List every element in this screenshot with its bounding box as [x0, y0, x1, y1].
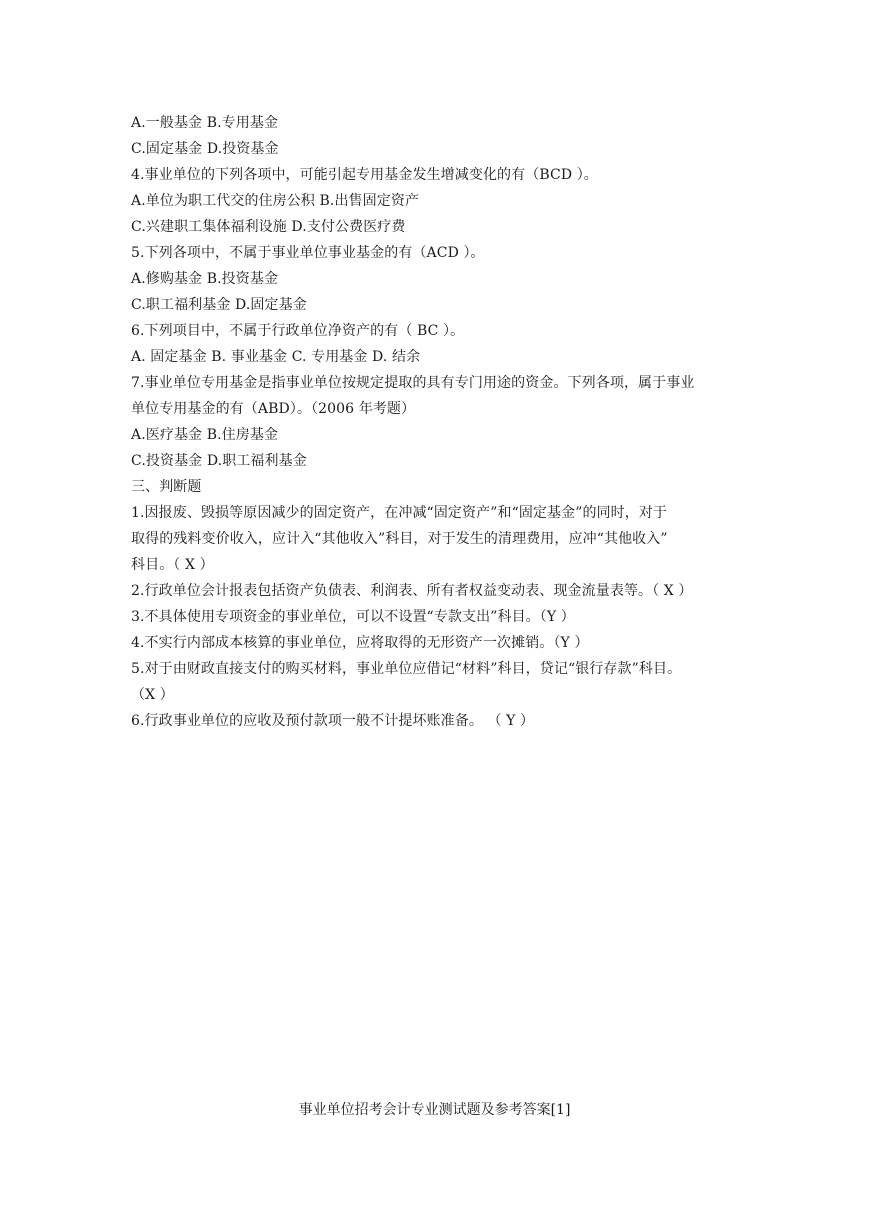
text-line: 单位专用基金的有（ABD）。（2006 年考题）	[131, 401, 416, 417]
text-line: A.单位为职工代交的住房公积 B.出售固定资产	[131, 193, 420, 209]
judgment-5: 5.对于由财政直接支付的购买材料，事业单位应借记“材料”科目，贷记“银行存款”科目。	[131, 661, 682, 677]
text-line: （X ）	[131, 687, 174, 703]
judgment-1: 1.因报废、毁损等原因减少的固定资产，在冲减“固定资产”和“固定基金”的同时，对于	[131, 505, 668, 521]
document-body	[131, 110, 746, 734]
judgment-2: 2.行政单位会计报表包括资产负债表、利润表、所有者权益变动表、现金流量表等。（ X ）	[131, 583, 693, 599]
page-footer: 事业单位招考会计专业测试题及参考答案[1]	[298, 1102, 571, 1118]
question-7: 7.事业单位专用基金是指事业单位按规定提取的具有专门用途的资金。下列各项，属于事业	[131, 375, 695, 391]
text-line: C.职工福利基金 D.固定基金	[131, 297, 307, 313]
judgment-4: 4.不实行内部成本核算的事业单位，应将取得的无形资产一次摊销。（Y ）	[131, 635, 589, 651]
judgment-3: 3.不具体使用专项资金的事业单位，可以不设置“专款支出”科目。（Y ）	[131, 609, 575, 625]
text-line: C.兴建职工集体福利设施 D.支付公费医疗费	[131, 219, 406, 235]
text-line: C.投资基金 D.职工福利基金	[131, 453, 307, 469]
text-line: A.一般基金 B.专用基金	[131, 115, 279, 131]
text-line: C.固定基金 D.投资基金	[131, 141, 279, 157]
question-4: 4.事业单位的下列各项中，可能引起专用基金发生增减变化的有（BCD ）。	[131, 167, 598, 183]
question-5: 5.下列各项中，不属于事业单位事业基金的有（ACD ）。	[131, 245, 485, 261]
text-line: A. 固定基金 B. 事业基金 C. 专用基金 D. 结余	[131, 349, 421, 365]
judgment-6: 6.行政事业单位的应收及预付款项一般不计提坏账准备。 （ Y ）	[131, 713, 535, 729]
text-line: A.医疗基金 B.住房基金	[131, 427, 279, 443]
text-line: 科目。（ X ）	[131, 557, 214, 573]
text-line: 取得的残料变价收入，应计入“其他收入”科目，对于发生的清理费用，应冲“其他收入”	[131, 531, 668, 547]
question-6: 6.下列项目中，不属于行政单位净资产的有（ BC ）。	[131, 323, 465, 339]
text-line: A.修购基金 B.投资基金	[131, 271, 279, 287]
section-heading: 三、判断题	[131, 479, 202, 495]
